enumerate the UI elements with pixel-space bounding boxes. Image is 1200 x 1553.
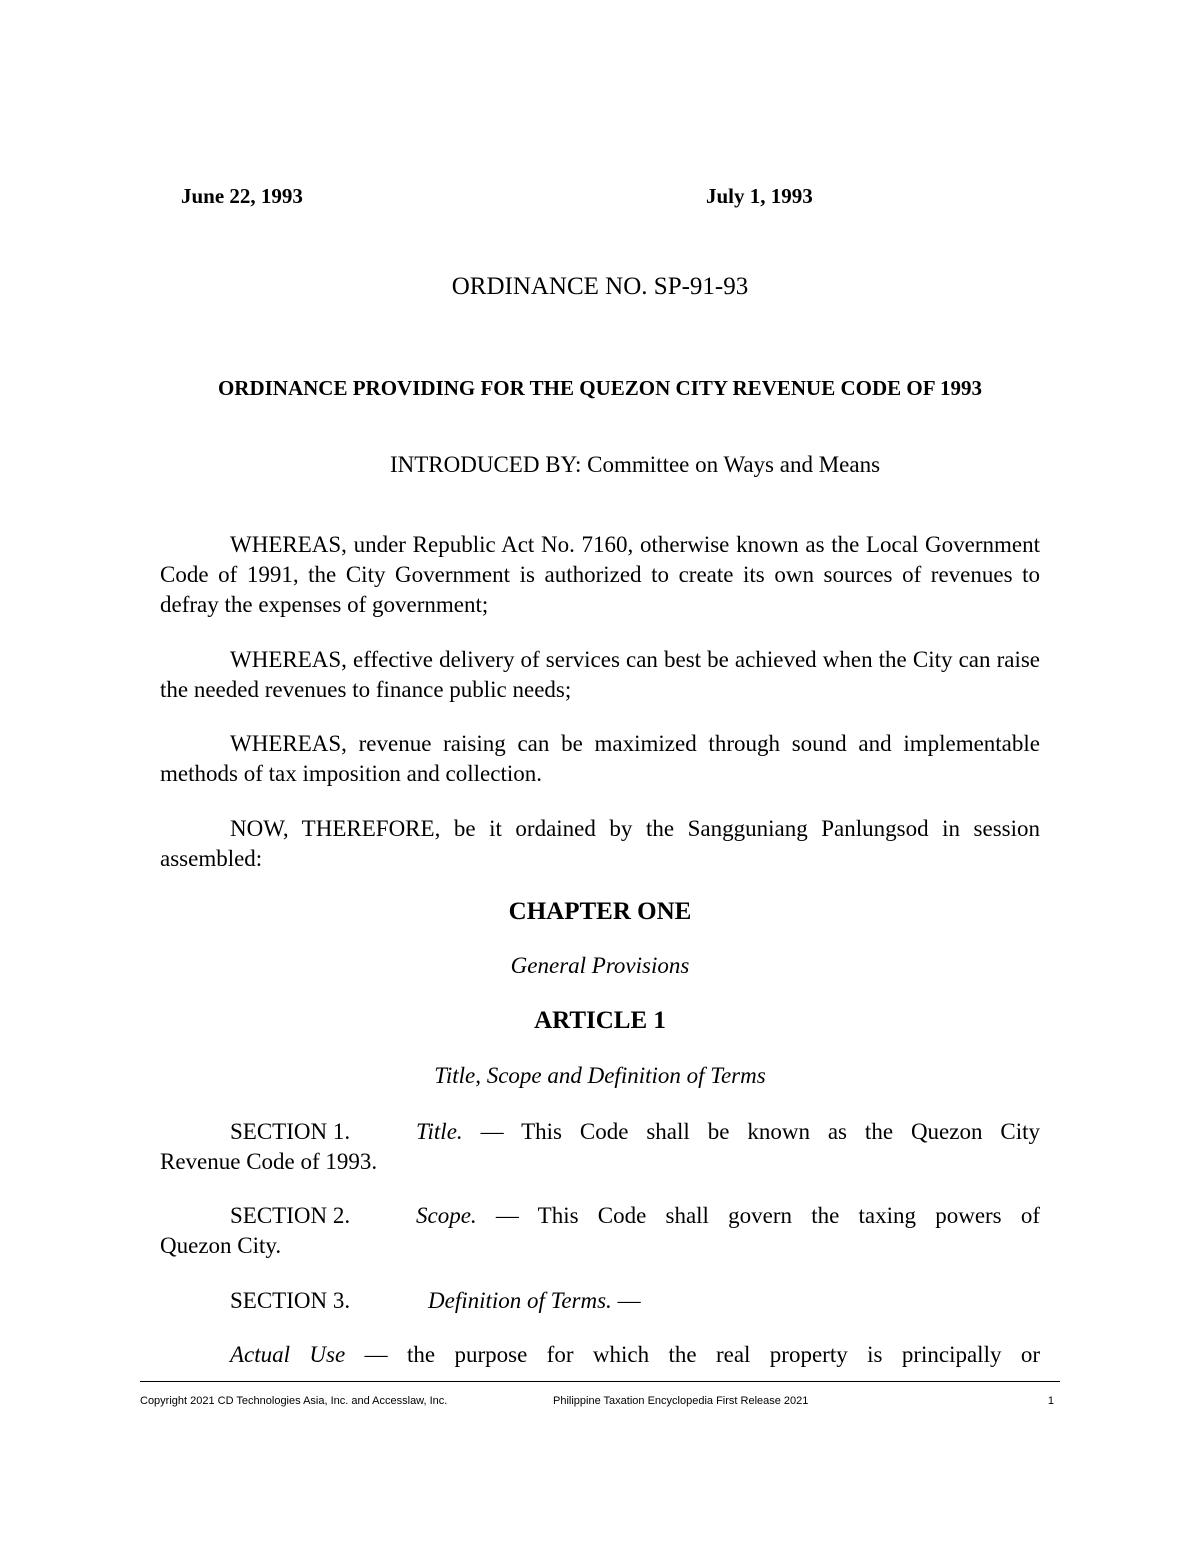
section-text: — [617,1288,641,1313]
page-number: 1 [1047,1395,1054,1407]
ordinance-number: ORDINANCE NO. SP-91-93 [451,273,749,300]
page-footer [140,1395,1060,1415]
whereas-paragraph-3: WHEREAS, revenue raising can be maximized through sound and implementable methods of tax imposition and collection. [160,731,1040,786]
section-text-continued: Quezon City. [160,1233,282,1258]
chapter-heading: CHAPTER ONE [508,898,692,925]
ordinance-title: ORDINANCE PROVIDING FOR THE QUEZON CITY REVENUE CODE OF 1993 [217,376,983,400]
introduced-by: INTRODUCED BY: Committee on Ways and Means [389,452,881,477]
definition-actual-use [160,1340,1040,1370]
effectivity-date: July 1, 1993 [706,184,813,208]
section-2 [160,1201,1040,1261]
section-number: SECTION 2. [230,1203,351,1228]
term-label: Actual Use [230,1342,346,1367]
section-1 [160,1117,1040,1177]
chapter-subtitle: General Provisions [510,953,690,978]
section-text-continued: Revenue Code of 1993. [160,1149,378,1174]
footer-copyright: Copyright 2021 CD Technologies Asia, Inc. and Accesslaw, Inc. [140,1395,448,1407]
ordaining-clause: NOW, THEREFORE, be it ordained by the Sangguniang Panlungsod in session assembled: [160,816,1040,871]
section-label: Definition of Terms. [428,1288,612,1313]
whereas-paragraph-2: WHEREAS, effective delivery of services can best be achieved when the City can raise the needed revenues to finance public needs; [160,647,1040,702]
whereas-paragraph-1: WHEREAS, under Republic Act No. 7160, otherwise known as the Local Government Code of 1991, the City Government is authorized to create its own sources of revenues to defray the expenses of government; [160,532,1040,617]
date-row [0,184,1200,214]
section-number: SECTION 1. [230,1119,351,1144]
section-3 [160,1286,1040,1316]
article-subtitle: Title, Scope and Definition of Terms [434,1063,766,1088]
section-label: Title. [416,1119,463,1144]
approval-date: June 22, 1993 [181,184,303,208]
section-text: — This Code shall govern the taxing powers of [495,1203,1040,1228]
footer-release: Philippine Taxation Encyclopedia First Release 2021 [553,1395,809,1407]
article-heading: ARTICLE 1 [534,1007,666,1034]
section-number: SECTION 3. [230,1288,351,1313]
term-text: — the purpose for which the real property is principally or [364,1342,1041,1367]
section-text: — This Code shall be known as the Quezon City [480,1119,1041,1144]
section-label: Scope. [416,1203,477,1228]
footer-divider [140,1381,1060,1382]
